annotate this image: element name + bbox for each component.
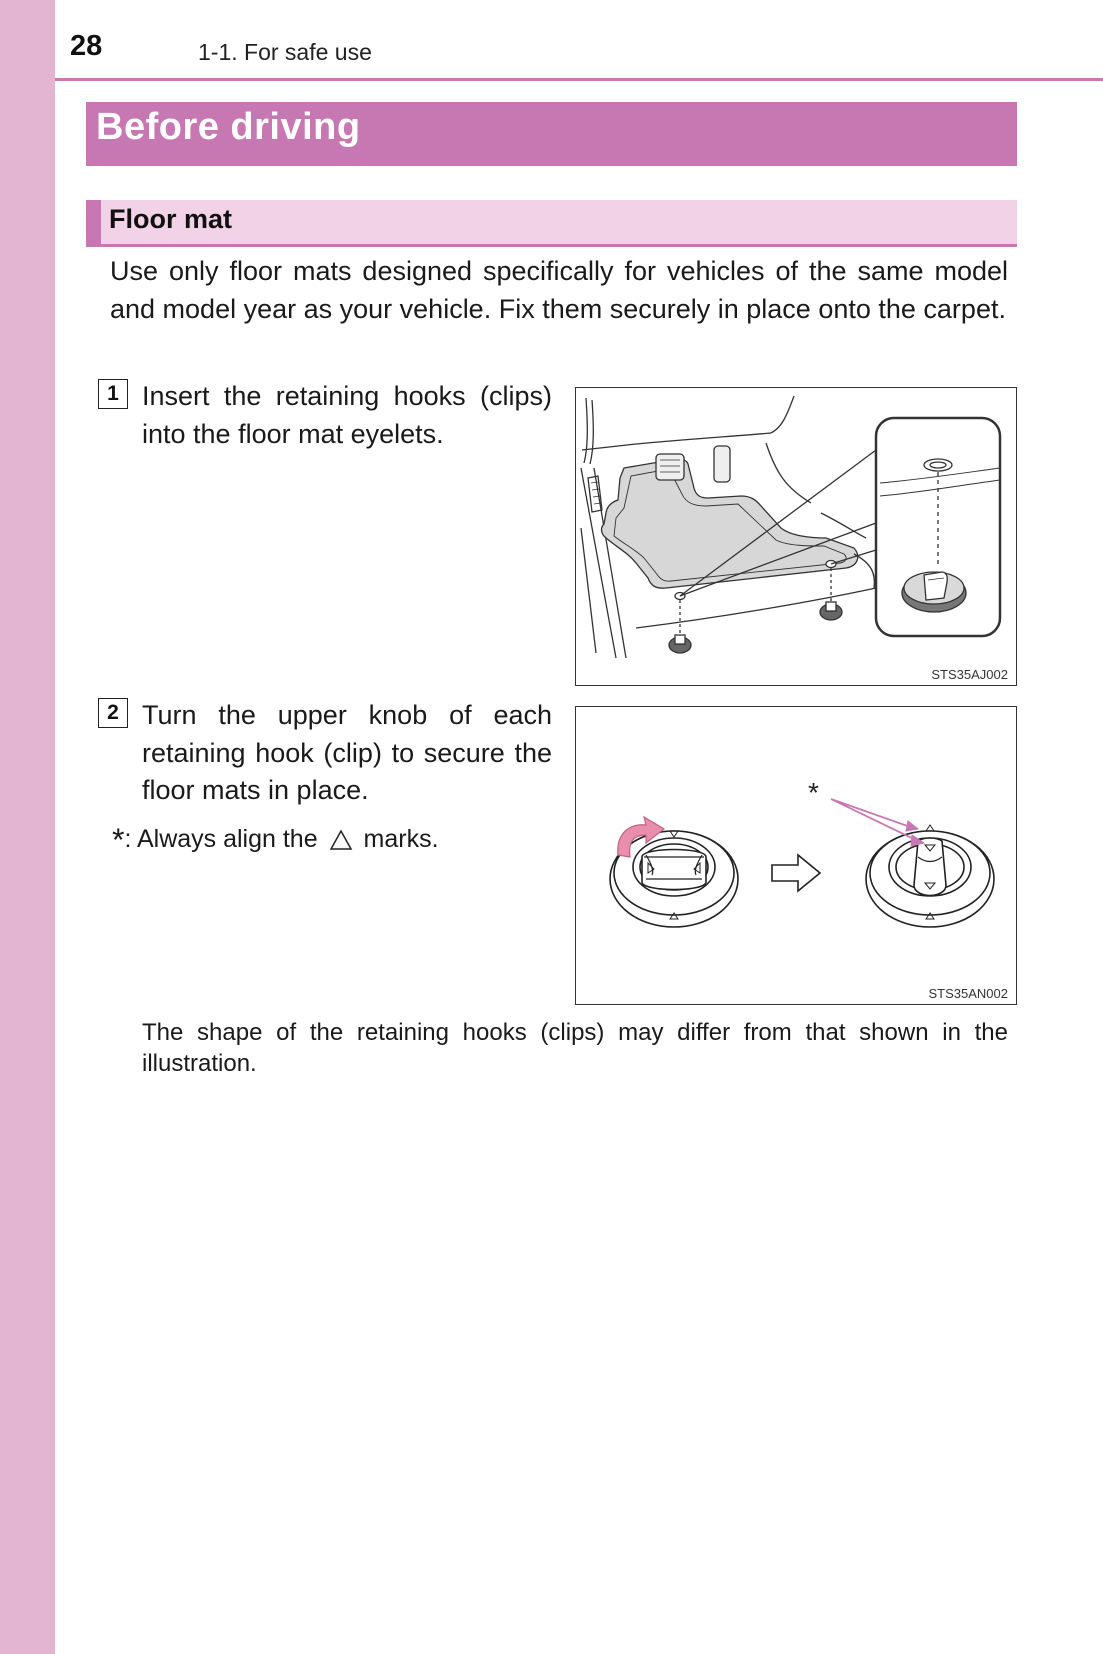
- running-head: 1-1. For safe use: [198, 39, 372, 65]
- subsection-title: Floor mat: [109, 204, 233, 234]
- header-rule: [55, 78, 1103, 81]
- footnote: The shape of the retaining hooks (clips) may differ from that shown in the illustration.: [142, 1019, 1008, 1077]
- step-2-number: 2: [98, 698, 128, 728]
- intro-paragraph: Use only floor mats designed specifically for vehicles of the same model and model year as your vehicle. Fix them securely in place onto the carpet.: [110, 256, 1008, 324]
- triangle-mark-icon: [329, 829, 353, 851]
- side-strip: [0, 0, 55, 1654]
- step-1-text: Insert the retaining hooks (clips) into the floor mat eyelets.: [142, 381, 552, 449]
- step-2-text: Turn the upper knob of each retaining hook (clip) to secure the floor mats in place.: [142, 700, 552, 805]
- subsection-accent: [86, 200, 101, 247]
- alignment-note: [112, 818, 439, 858]
- figure-2-asterisk: *: [808, 777, 819, 808]
- page-title: Before driving: [96, 106, 361, 148]
- figure-2-code: STS35AN002: [928, 986, 1008, 1001]
- clip-rotation-illustration: [576, 707, 1015, 1003]
- figure-clip-rotation: [575, 706, 1017, 1005]
- note-text-after: marks.: [363, 825, 439, 853]
- figure-1-code: STS35AJ002: [931, 667, 1008, 682]
- page-number: 28: [70, 30, 103, 62]
- step-1-number: 1: [98, 379, 128, 409]
- floor-mat-illustration: [576, 388, 1015, 684]
- note-asterisk: *: [112, 822, 125, 858]
- figure-floor-mat-hooks: [575, 387, 1017, 686]
- note-text-before: : Always align the: [124, 825, 318, 853]
